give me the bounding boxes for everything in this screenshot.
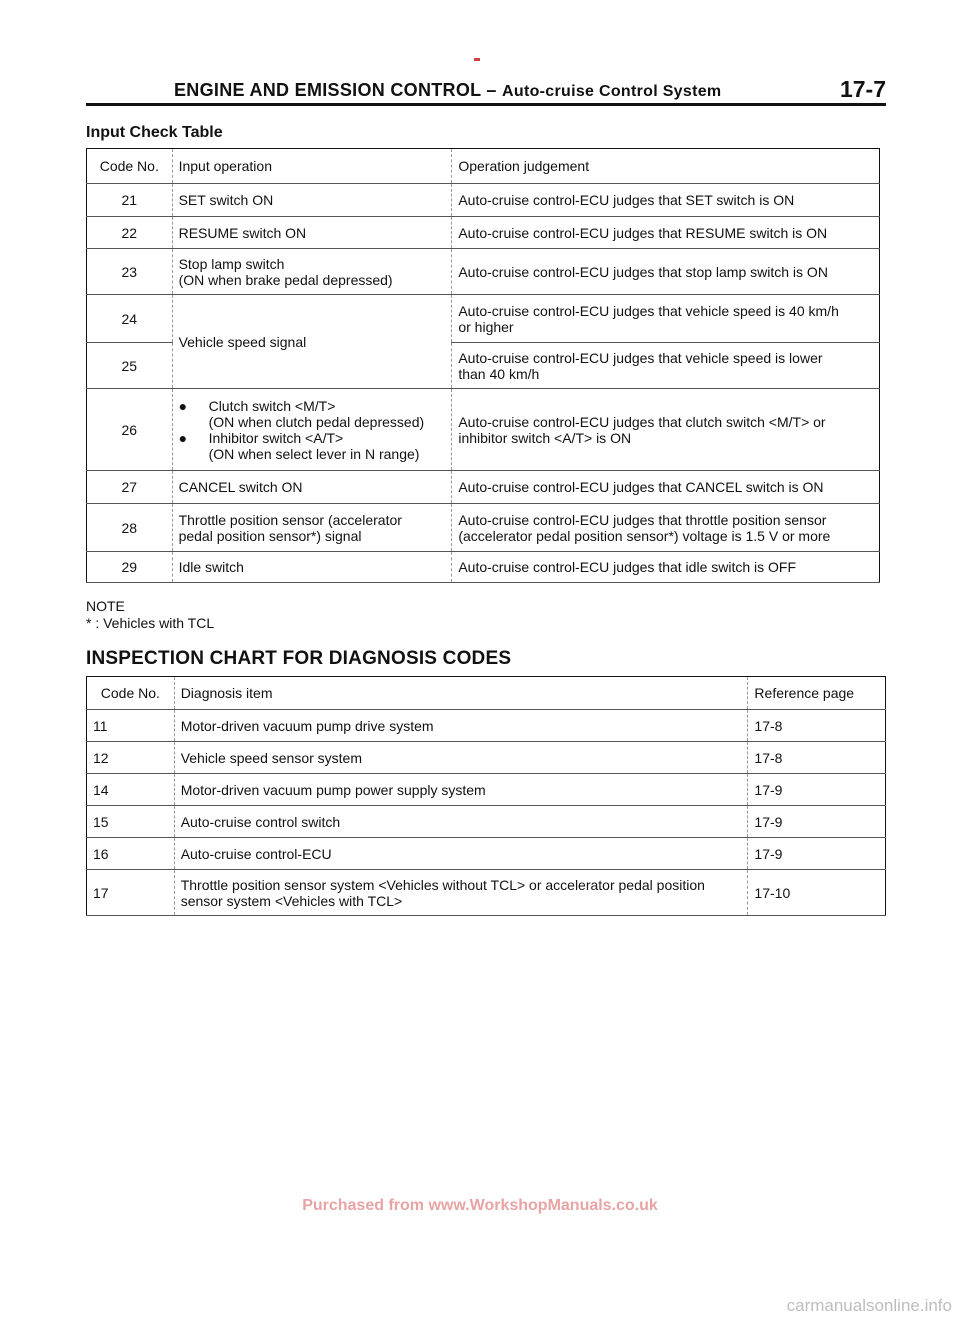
reference-page-cell: 17-8 bbox=[748, 710, 886, 742]
column-header: Code No. bbox=[87, 677, 175, 710]
page-header bbox=[86, 74, 886, 104]
table-row bbox=[87, 184, 880, 217]
table-row bbox=[87, 870, 886, 916]
inspection-chart-table bbox=[86, 676, 886, 916]
code-cell: 21 bbox=[87, 184, 173, 217]
reference-page-cell: 17-8 bbox=[748, 742, 886, 774]
code-cell: 23 bbox=[87, 249, 173, 295]
input-cell: Stop lamp switch (ON when brake pedal depressed) bbox=[172, 249, 452, 295]
section-subtitle: Auto-cruise Control System bbox=[502, 83, 722, 100]
code-cell: 17 bbox=[87, 870, 175, 916]
input-check-heading: Input Check Table bbox=[86, 124, 223, 141]
reference-page-cell: 17-9 bbox=[748, 774, 886, 806]
table-row bbox=[87, 249, 880, 295]
table-row bbox=[87, 838, 886, 870]
note-label: NOTE bbox=[86, 598, 125, 614]
table-header-row bbox=[87, 677, 886, 710]
column-header: Diagnosis item bbox=[174, 677, 748, 710]
code-cell: 26 bbox=[87, 389, 173, 471]
reference-page-cell: 17-10 bbox=[748, 870, 886, 916]
diagnosis-item-cell: Vehicle speed sensor system bbox=[174, 742, 748, 774]
code-cell: 22 bbox=[87, 217, 173, 249]
reference-page-cell: 17-9 bbox=[748, 838, 886, 870]
section-title: ENGINE AND EMISSION CONTROL – bbox=[174, 80, 497, 100]
code-cell: 29 bbox=[87, 552, 173, 583]
table-header-row bbox=[87, 149, 880, 184]
input-check-table bbox=[86, 148, 880, 583]
table-row bbox=[87, 774, 886, 806]
judgement-cell: Auto-cruise control-ECU judges that throttle position sensor (accelerator pedal position sensor*) voltage is 1.5 V or more bbox=[452, 504, 880, 552]
diagnosis-item-cell: Motor-driven vacuum pump drive system bbox=[174, 710, 748, 742]
purchase-notice-link[interactable]: Purchased from www.WorkshopManuals.co.uk bbox=[302, 1197, 658, 1214]
table-row bbox=[87, 710, 886, 742]
judgement-cell: Auto-cruise control-ECU judges that vehicle speed is lower than 40 km/h bbox=[452, 343, 880, 389]
input-cell: RESUME switch ON bbox=[172, 217, 452, 249]
code-cell: 25 bbox=[87, 343, 173, 389]
diagnosis-item-cell: Auto-cruise control switch bbox=[174, 806, 748, 838]
table-row bbox=[87, 504, 880, 552]
judgement-cell: Auto-cruise control-ECU judges that SET switch is ON bbox=[452, 184, 880, 217]
table-row bbox=[87, 471, 880, 504]
judgement-cell: Auto-cruise control-ECU judges that vehicle speed is 40 km/h or higher bbox=[452, 295, 880, 343]
code-cell: 14 bbox=[87, 774, 175, 806]
code-cell: 27 bbox=[87, 471, 173, 504]
bullet-icon: ● bbox=[178, 429, 188, 446]
input-cell: ● Clutch switch <M/T> (ON when clutch pedal depressed) ● Inhibitor switch <A/T> (ON when select lever in N range) bbox=[172, 389, 452, 471]
judgement-cell: Auto-cruise control-ECU judges that CANCEL switch is ON bbox=[452, 471, 880, 504]
diagnosis-item-cell: Throttle position sensor system <Vehicles without TCL> or accelerator pedal position sensor system <Vehicles with TCL> bbox=[174, 870, 748, 916]
judgement-cell: Auto-cruise control-ECU judges that RESUME switch is ON bbox=[452, 217, 880, 249]
table-row bbox=[87, 217, 880, 249]
input-cell: CANCEL switch ON bbox=[172, 471, 452, 504]
input-cell: SET switch ON bbox=[172, 184, 452, 217]
code-cell: 16 bbox=[87, 838, 175, 870]
site-watermark: carmanualsonline.info bbox=[786, 1296, 952, 1315]
page-number: 17-7 bbox=[839, 76, 886, 102]
reference-page-cell: 17-9 bbox=[748, 806, 886, 838]
judgement-cell: Auto-cruise control-ECU judges that stop lamp switch is ON bbox=[452, 249, 880, 295]
column-header: Reference page bbox=[748, 677, 886, 710]
column-header: Code No. bbox=[87, 149, 173, 184]
print-mark bbox=[474, 58, 480, 61]
table-row bbox=[87, 552, 880, 583]
code-cell: 28 bbox=[87, 504, 173, 552]
table-note bbox=[86, 598, 214, 632]
table-row bbox=[87, 389, 880, 471]
code-cell: 15 bbox=[87, 806, 175, 838]
shared-input-cell: Vehicle speed signal bbox=[172, 295, 452, 389]
table-row bbox=[87, 806, 886, 838]
table-row bbox=[87, 742, 886, 774]
code-cell: 24 bbox=[87, 295, 173, 343]
judgement-cell: Auto-cruise control-ECU judges that idle switch is OFF bbox=[452, 552, 880, 583]
column-header: Operation judgement bbox=[452, 149, 880, 184]
page-title bbox=[174, 80, 721, 101]
input-cell: Idle switch bbox=[172, 552, 452, 583]
judgement-cell: Auto-cruise control-ECU judges that clutch switch <M/T> or inhibitor switch <A/T> is ON bbox=[452, 389, 880, 471]
diagnosis-item-cell: Motor-driven vacuum pump power supply system bbox=[174, 774, 748, 806]
input-cell: Throttle position sensor (accelerator pedal position sensor*) signal bbox=[172, 504, 452, 552]
note-text: * : Vehicles with TCL bbox=[86, 615, 215, 631]
code-cell: 12 bbox=[87, 742, 175, 774]
diagnosis-item-cell: Auto-cruise control-ECU bbox=[174, 838, 748, 870]
bullet-icon: ● bbox=[178, 397, 188, 414]
table-row bbox=[87, 295, 880, 343]
code-cell: 11 bbox=[87, 710, 175, 742]
header-rule bbox=[86, 103, 886, 106]
inspection-chart-heading: INSPECTION CHART FOR DIAGNOSIS CODES bbox=[86, 648, 512, 669]
column-header: Input operation bbox=[172, 149, 452, 184]
